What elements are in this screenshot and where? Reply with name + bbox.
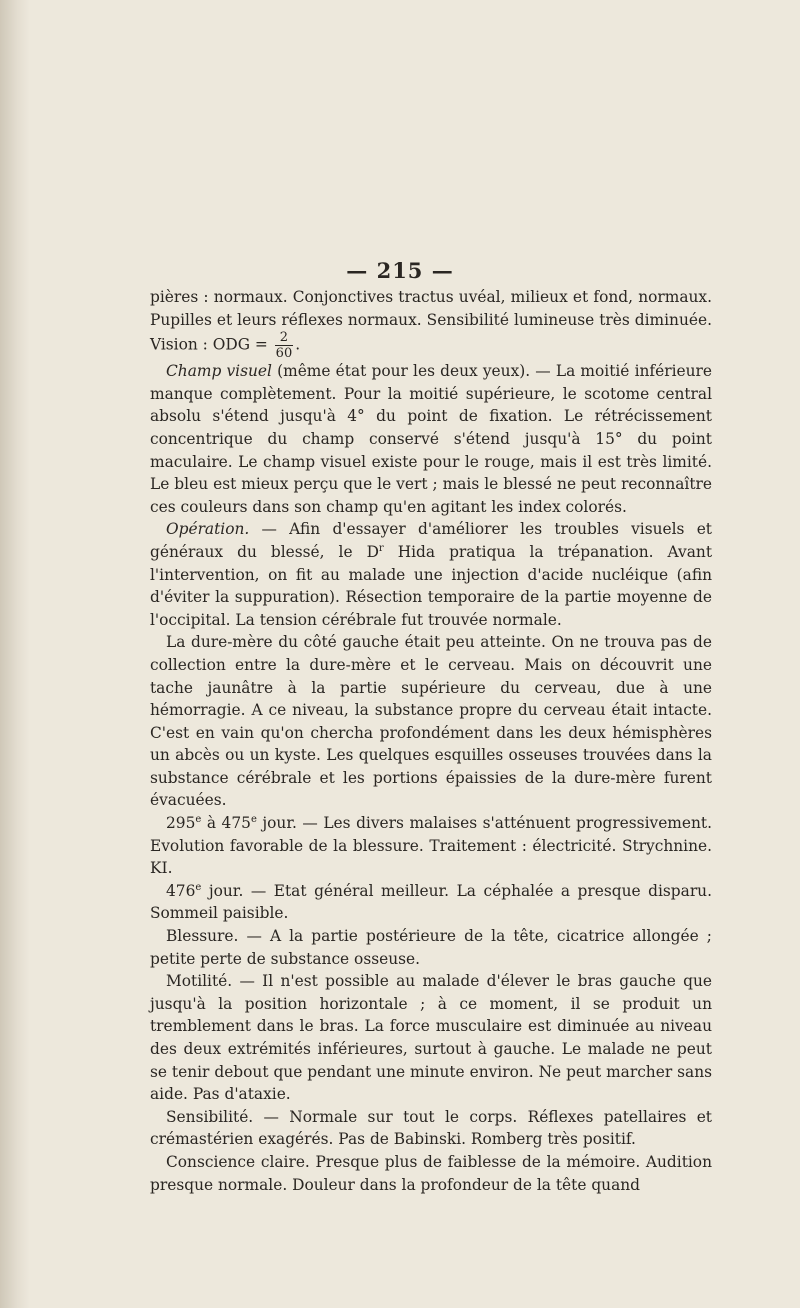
paragraph-text: .	[295, 335, 301, 354]
paragraph-text: jour. — Les divers malaises s'atténuent progressivement. Evolution favorable de la blessure. Traitement : électricité. Strychnine. KI.	[150, 814, 712, 878]
superscript: r	[378, 542, 384, 554]
page-body	[150, 286, 712, 1196]
page-number: — 215 —	[346, 258, 454, 283]
paragraph-text: à	[201, 814, 222, 833]
paragraph-operation	[150, 518, 712, 631]
day-number: 475	[221, 814, 251, 833]
paragraph-consciousness: Conscience claire. Presque plus de faiblesse de la mémoire. Audition presque normale. Douleur dans la profondeur de la tête quand	[150, 1152, 712, 1194]
paragraph-motility: Motilité. — Il n'est possible au malade d'élever le bras gauche que jusqu'à la position horizontale ; à ce moment, il se produit un tremblement dans le bras. La force musculaire est diminuée au niveau des deux extrémités inférieures, surtout à gauche. Le malade ne peut se tenir debout que pendant une minute environ. Ne peut marcher sans aide. Pas d'ataxie.	[150, 972, 712, 1104]
superscript: e	[250, 813, 257, 825]
superscript: e	[195, 813, 202, 825]
superscript: e	[195, 881, 202, 893]
paragraph-day-295-475	[150, 812, 712, 880]
day-number: 476	[166, 881, 196, 900]
paragraph-text: jour. — Etat général meilleur. La céphalée a presque disparu. Sommeil paisible.	[150, 881, 712, 923]
paragraph-text: pières : normaux. Conjonctives tractus uvéal, milieux et fond, normaux. Pupilles et leurs réflexes normaux. Sensibilité lumineuse très diminuée. Vision : ODG =	[150, 288, 712, 354]
page-gutter-shadow	[0, 0, 30, 1308]
paragraph-day-476	[150, 880, 712, 925]
section-title: Opération.	[166, 520, 250, 539]
vision-fraction	[275, 331, 294, 360]
fraction-numerator: 2	[279, 330, 289, 346]
paragraph-visual-field	[150, 360, 712, 518]
paragraph-eye-exam	[150, 286, 712, 360]
paragraph-dura-mater: La dure-mère du côté gauche était peu atteinte. On ne trouva pas de collection entre la dure-mère et le cerveau. Mais on découvrit une tache jaunâtre à la partie supérieure du cerveau, due à une hémorragie. A ce niveau, la substance propre du cerveau était intacte. C'est en vain qu'on chercha profondément dans les deux hémisphères un abcès ou un kyste. Les quelques esquilles osseuses trouvées dans la substance cérébrale et les portions épaissies de la dure-mère furent évacuées.	[150, 633, 712, 810]
fraction-denominator: 60	[275, 346, 293, 362]
paragraph-text: Hida pratiqua la trépanation. Avant l'intervention, on fit au malade une injection d'acide nucléique (afin d'éviter la suppuration). Résection temporaire de la partie moyenne de l'occipital. La tension cérébrale fut trouvée normale.	[150, 542, 712, 629]
paragraph-text: (même état pour les deux yeux). — La moitié inférieure manque complètement. Pour la moitié supérieure, le scotome central absolu s'étend jusqu'à 4° du point de fixation. Le rétrécissement concentrique du champ conservé s'étend jusqu'à 15° du point maculaire. Le champ visuel existe pour le rouge, mais il est très limité. Le bleu est mieux perçu que le vert ; mais le blessé ne peut reconnaître ces couleurs dans son champ qu'en agitant les index colorés.	[150, 362, 712, 516]
day-number: 295	[166, 814, 196, 833]
paragraph-wound: Blessure. — A la partie postérieure de la tête, cicatrice allongée ; petite perte de substance osseuse.	[150, 927, 712, 968]
section-title: Champ visuel	[166, 362, 272, 381]
paragraph-text: — Afin d'essayer d'améliorer les troubles visuels et généraux du blessé, le D	[150, 520, 712, 561]
paragraph-sensibility: Sensibilité. — Normale sur tout le corps. Réflexes patellaires et crémastérien exagérés. Pas de Babinski. Romberg très positif.	[150, 1107, 712, 1149]
